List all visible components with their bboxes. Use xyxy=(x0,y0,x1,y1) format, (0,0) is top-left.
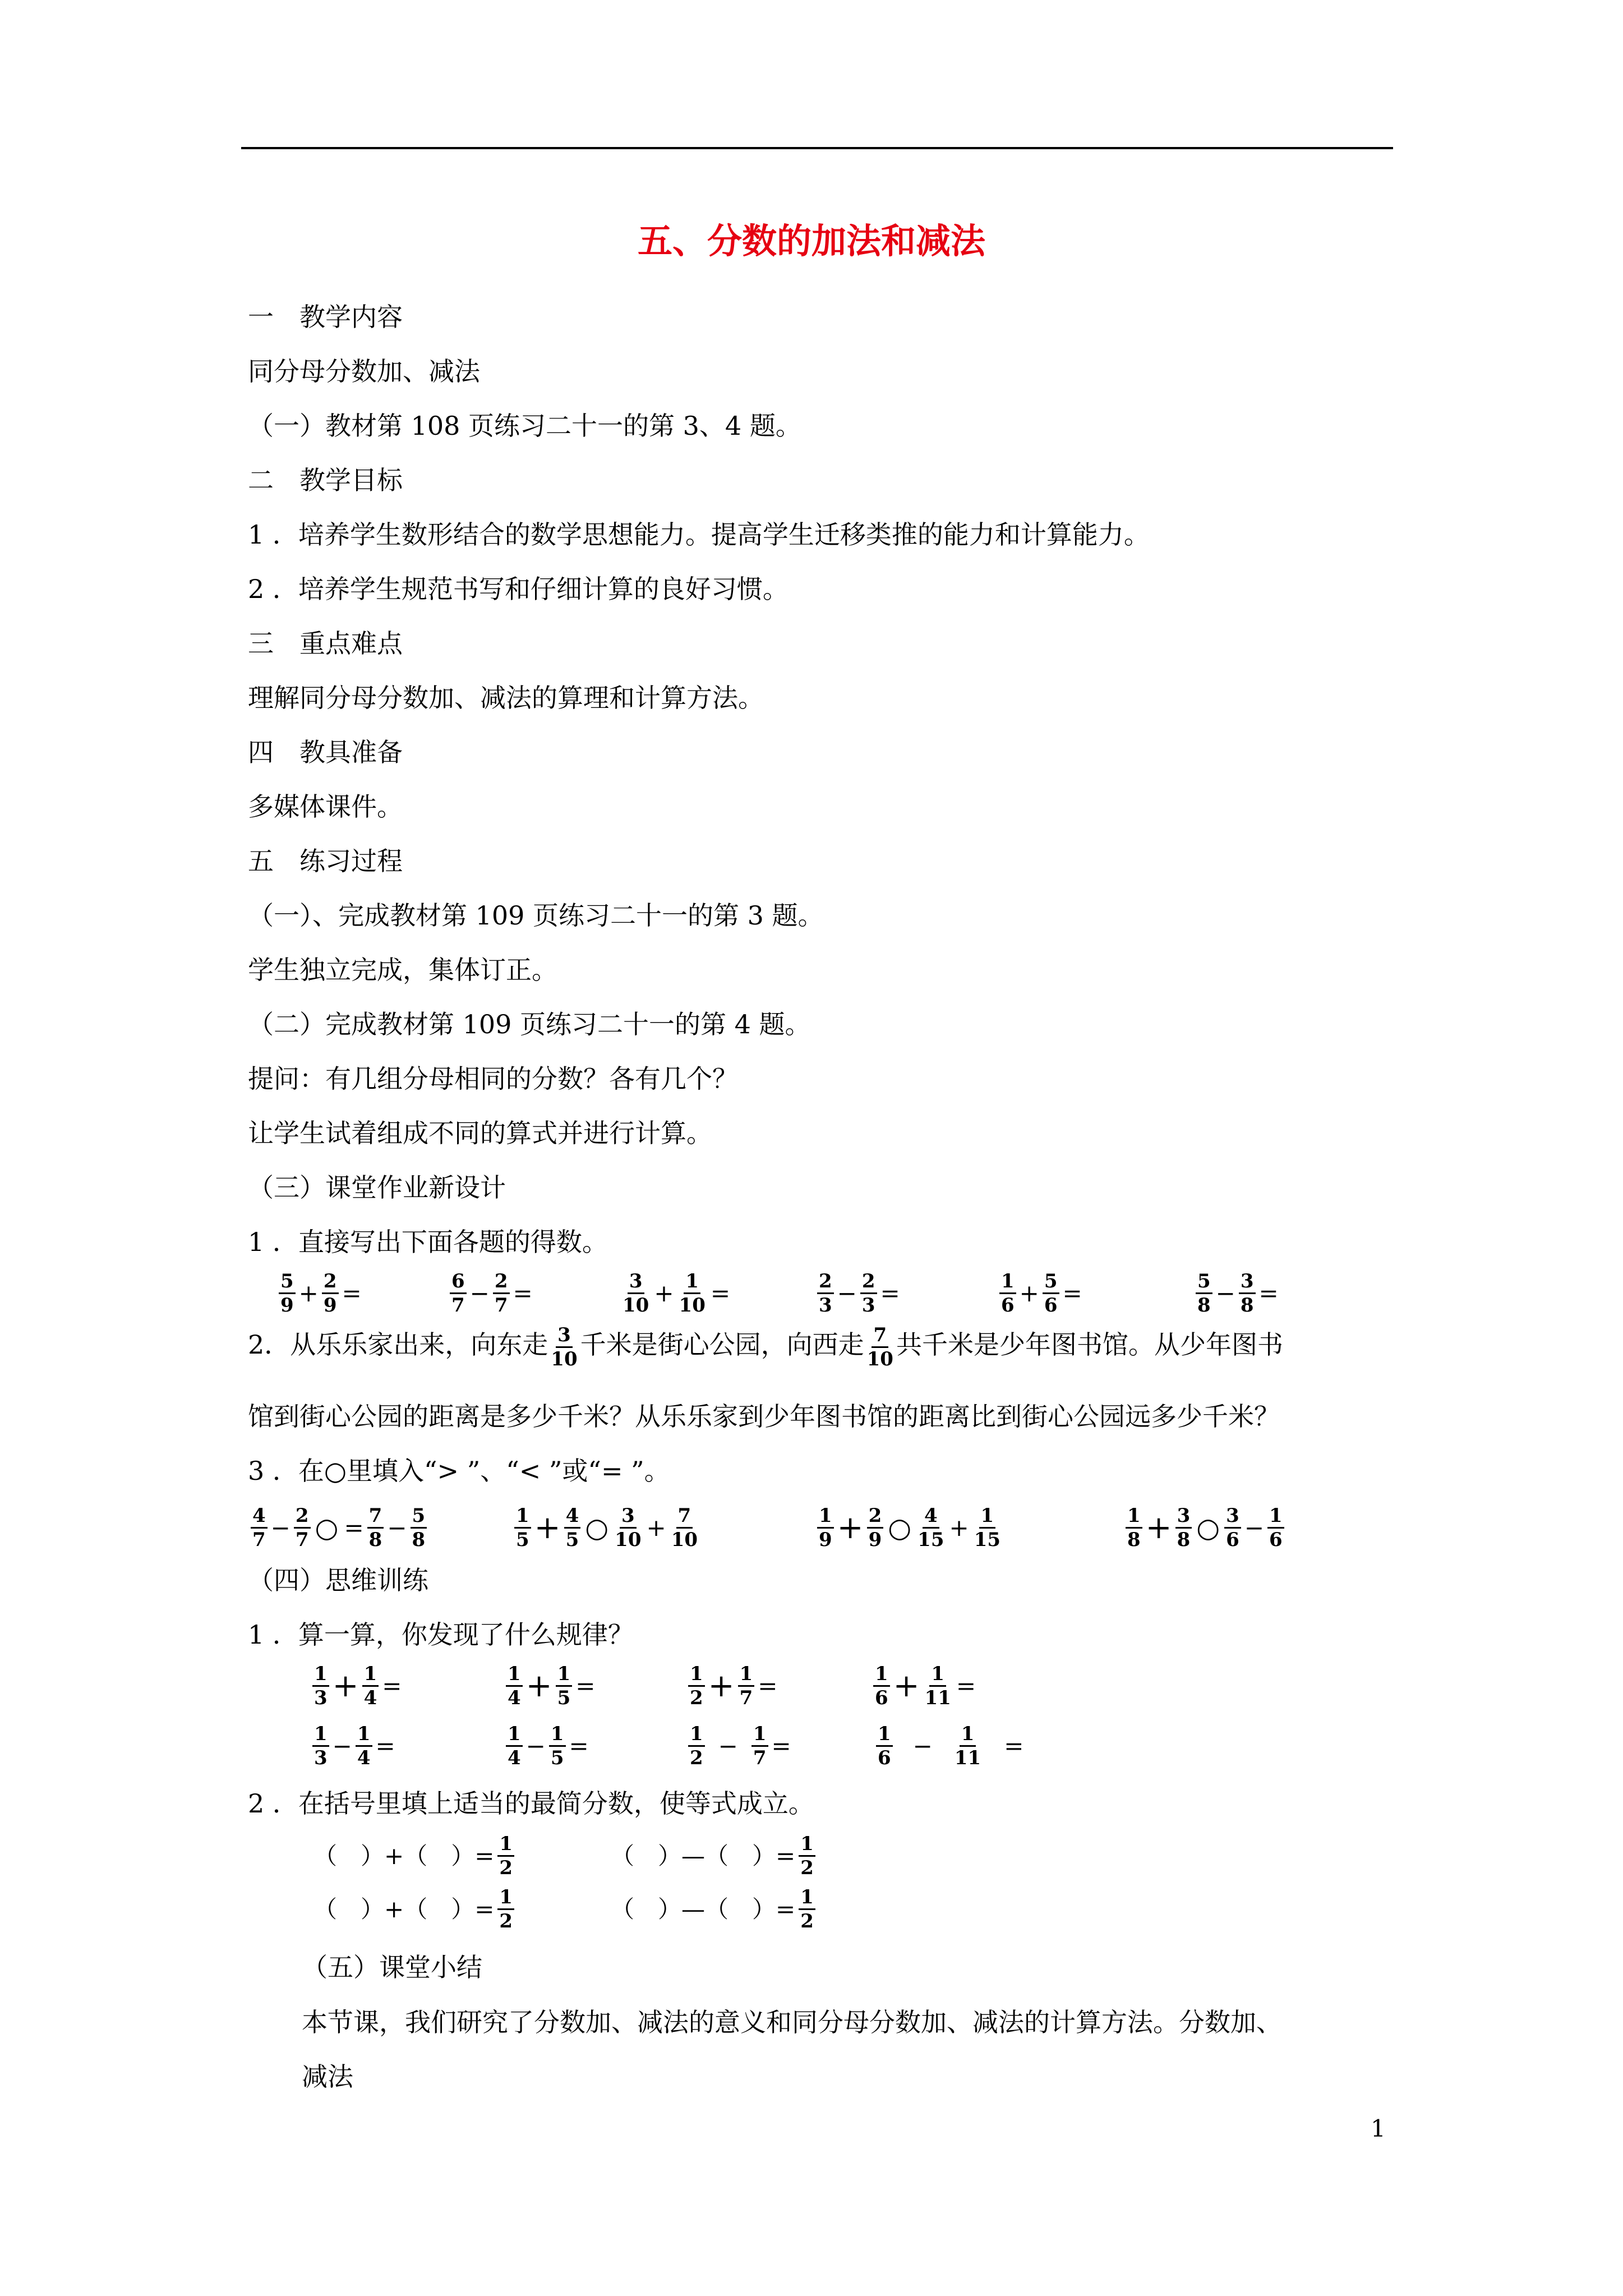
blank-circle[interactable]: ○ xyxy=(888,1512,912,1544)
fraction: $\frac{5}{8}$ xyxy=(411,1506,427,1549)
fraction: $\frac{2}{3}$ xyxy=(860,1272,877,1315)
fraction: $\frac{1}{6}$ xyxy=(999,1272,1016,1315)
fraction: $\frac{7}{10}$ xyxy=(866,1323,893,1370)
fraction: $\frac{3}{6}$ xyxy=(1224,1506,1241,1549)
section-heading: 三 重点难点 xyxy=(248,628,403,659)
expression: $\frac{3}{10}$ + $\frac{1}{10}$ = xyxy=(620,1271,732,1316)
section-heading: 一 教学内容 xyxy=(248,302,403,332)
expression: $\frac{1}{3}$ + $\frac{1}{4}$ = xyxy=(311,1663,404,1709)
fraction: $\frac{1}{4}$ xyxy=(356,1724,372,1768)
header-rule xyxy=(241,147,1393,149)
paragraph: 同分母分数加、减法 xyxy=(248,356,480,386)
paragraph: （一）教材第 108 页练习二十一的第 3、4 题。 xyxy=(248,411,801,441)
paragraph: 理解同分母分数加、减法的算理和计算方法。 xyxy=(248,683,764,713)
expression: $\frac{1}{6}$ + $\frac{5}{6}$ = xyxy=(998,1271,1085,1316)
question: 3 ．在○里填入“> ”、“< ”或“= ”。 xyxy=(248,1456,670,1486)
paragraph: （四）思维训练 xyxy=(248,1565,428,1595)
paragraph: 多媒体课件。 xyxy=(248,792,403,822)
comparison: $\frac{1}{8}$ + $\frac{3}{8}$ ○ $\frac{3}{6}$ − $\frac{1}{6}$ xyxy=(1124,1505,1285,1550)
expression: $\frac{1}{2}$ + $\frac{1}{7}$ = xyxy=(687,1663,780,1709)
fraction: $\frac{3}{10}$ xyxy=(623,1270,649,1317)
blank-equation[interactable]: （ ）—（ ）= $\frac{1}{2}$ xyxy=(608,1887,817,1932)
section-heading: 二 教学目标 xyxy=(248,465,403,495)
fraction: $\frac{7}{8}$ xyxy=(367,1506,384,1549)
section-heading: 四 教具准备 xyxy=(248,737,403,767)
blank-circle[interactable]: ○ xyxy=(585,1512,609,1544)
expression: $\frac{5}{8}$ − $\frac{3}{8}$ = xyxy=(1195,1271,1281,1316)
fraction: $\frac{3}{10}$ xyxy=(615,1504,642,1551)
fraction: $\frac{1}{2}$ xyxy=(688,1724,705,1768)
comparison: $\frac{4}{7}$ − $\frac{2}{7}$ ○ = $\frac{7}{8}$ − $\frac{5}{8}$ xyxy=(250,1505,428,1550)
expression: $\frac{2}{3}$ − $\frac{2}{3}$ = xyxy=(816,1271,902,1316)
fraction: $\frac{1}{5}$ xyxy=(549,1724,566,1768)
expression: $\frac{1}{4}$ − $\frac{1}{5}$ = xyxy=(505,1723,591,1769)
fraction: $\frac{1}{15}$ xyxy=(974,1504,1001,1551)
fraction: $\frac{1}{4}$ xyxy=(362,1664,379,1708)
fraction: $\frac{4}{5}$ xyxy=(564,1506,581,1549)
fraction: $\frac{1}{7}$ xyxy=(751,1724,768,1768)
fraction: $\frac{1}{10}$ xyxy=(679,1270,706,1317)
paragraph: （一）、完成教材第 109 页练习二十一的第 3 题。 xyxy=(248,900,824,931)
fraction: $\frac{5}{6}$ xyxy=(1043,1272,1059,1315)
blank-circle[interactable]: ○ xyxy=(1196,1512,1220,1544)
paragraph: （三）课堂作业新设计 xyxy=(248,1172,506,1203)
fraction: $\frac{1}{3}$ xyxy=(312,1664,329,1708)
page-title: 五、分数的加法和减法 xyxy=(637,220,985,261)
fraction: $\frac{6}{7}$ xyxy=(450,1272,467,1315)
comparison: $\frac{1}{5}$ + $\frac{4}{5}$ ○ $\frac{3}{10}$ + $\frac{7}{10}$ xyxy=(513,1505,700,1550)
fraction: $\frac{1}{2}$ xyxy=(799,1888,815,1931)
fraction: $\frac{2}{7}$ xyxy=(294,1506,311,1549)
paragraph: 让学生试着组成不同的算式并进行计算。 xyxy=(248,1118,712,1148)
expression: $\frac{1}{4}$ + $\frac{1}{5}$ = xyxy=(505,1663,597,1709)
question: 2．从乐乐家出来，向东走 $\frac{3}{10}$ 千米是街心公园，向西走 $\frac{7}{10}$ 共千米是少年图书馆。从少年图书 xyxy=(248,1323,1283,1370)
comparison: $\frac{1}{9}$ + $\frac{2}{9}$ ○ $\frac{4}{15}$ + $\frac{1}{15}$ xyxy=(816,1505,1003,1550)
fraction: $\frac{1}{2}$ xyxy=(497,1888,514,1931)
paragraph: 1 ．培养学生数形结合的数学思想能力。提高学生迁移类推的能力和计算能力。 xyxy=(248,519,1150,550)
question: 2 ．在括号里填上适当的最简分数，使等式成立。 xyxy=(248,1788,814,1819)
fraction: $\frac{1}{5}$ xyxy=(556,1664,573,1708)
fraction: $\frac{2}{7}$ xyxy=(493,1272,510,1315)
fraction: $\frac{1}{9}$ xyxy=(817,1506,834,1549)
expression: $\frac{1}{3}$ − $\frac{1}{4}$ = xyxy=(311,1723,398,1769)
blank-equation[interactable]: （ ）+（ ）= $\frac{1}{2}$ xyxy=(311,1833,515,1879)
fraction: $\frac{1}{4}$ xyxy=(506,1724,523,1768)
blank-equation[interactable]: （ ）—（ ）= $\frac{1}{2}$ xyxy=(608,1833,817,1879)
fraction: $\frac{1}{4}$ xyxy=(506,1664,523,1708)
fraction: $\frac{4}{15}$ xyxy=(917,1504,944,1551)
expression: $\frac{5}{9}$ + $\frac{2}{9}$ = xyxy=(278,1271,364,1316)
fraction: $\frac{1}{8}$ xyxy=(1126,1506,1142,1549)
fraction: $\frac{5}{8}$ xyxy=(1196,1272,1212,1315)
paragraph: 2 ．培养学生规范书写和仔细计算的良好习惯。 xyxy=(248,574,789,604)
fraction: $\frac{1}{2}$ xyxy=(799,1834,815,1878)
page-number: 1 xyxy=(1371,2115,1386,2142)
paragraph: 减法 xyxy=(302,2062,353,2092)
blank-circle[interactable]: ○ xyxy=(315,1512,339,1544)
fraction: $\frac{1}{11}$ xyxy=(954,1723,981,1769)
fraction: $\frac{1}{7}$ xyxy=(738,1664,755,1708)
fraction: $\frac{1}{6}$ xyxy=(1267,1506,1284,1549)
expression: $\frac{1}{6}$ − $\frac{1}{11}$ = xyxy=(875,1723,1026,1769)
paragraph: （二）完成教材第 109 页练习二十一的第 4 题。 xyxy=(248,1009,811,1039)
question: 1 ．直接写出下面各题的得数。 xyxy=(248,1227,608,1257)
question: 馆到街心公园的距离是多少千米？从乐乐家到少年图书馆的距离比到街心公园远多少千米？ xyxy=(248,1401,1280,1432)
fraction: $\frac{3}{8}$ xyxy=(1175,1506,1192,1549)
paragraph: 本节课，我们研究了分数加、减法的意义和同分母分数加、减法的计算方法。分数加、 xyxy=(302,2007,1282,2037)
expression: $\frac{1}{2}$ − $\frac{1}{7}$ = xyxy=(687,1723,794,1769)
expression: $\frac{1}{6}$ + $\frac{1}{11}$ = xyxy=(872,1663,978,1709)
fraction: $\frac{3}{8}$ xyxy=(1239,1272,1256,1315)
fraction: $\frac{1}{6}$ xyxy=(876,1724,893,1768)
question: 1 ．算一算，你发现了什么规律？ xyxy=(248,1619,634,1650)
fraction: $\frac{1}{6}$ xyxy=(873,1664,890,1708)
paragraph: 学生独立完成，集体订正。 xyxy=(248,955,557,985)
paragraph: 提问：有几组分母相同的分数？各有几个？ xyxy=(248,1064,738,1094)
fraction: $\frac{2}{9}$ xyxy=(867,1506,884,1549)
fraction: $\frac{2}{3}$ xyxy=(817,1272,834,1315)
fraction: $\frac{1}{2}$ xyxy=(688,1664,705,1708)
fraction: $\frac{2}{9}$ xyxy=(322,1272,339,1315)
fraction: $\frac{1}{3}$ xyxy=(312,1724,329,1768)
blank-equation[interactable]: （ ）+（ ）= $\frac{1}{2}$ xyxy=(311,1887,515,1932)
paragraph: （五）课堂小结 xyxy=(302,1952,482,1982)
fraction: $\frac{7}{10}$ xyxy=(671,1504,698,1551)
fraction: $\frac{3}{10}$ xyxy=(551,1323,578,1370)
fraction: $\frac{1}{2}$ xyxy=(497,1834,514,1878)
fraction: $\frac{1}{5}$ xyxy=(514,1506,531,1549)
expression: $\frac{6}{7}$ − $\frac{2}{7}$ = xyxy=(449,1271,535,1316)
section-heading: 五 练习过程 xyxy=(248,846,403,876)
fraction: $\frac{4}{7}$ xyxy=(251,1506,268,1549)
fraction: $\frac{1}{11}$ xyxy=(924,1663,951,1709)
fraction: $\frac{5}{9}$ xyxy=(279,1272,296,1315)
